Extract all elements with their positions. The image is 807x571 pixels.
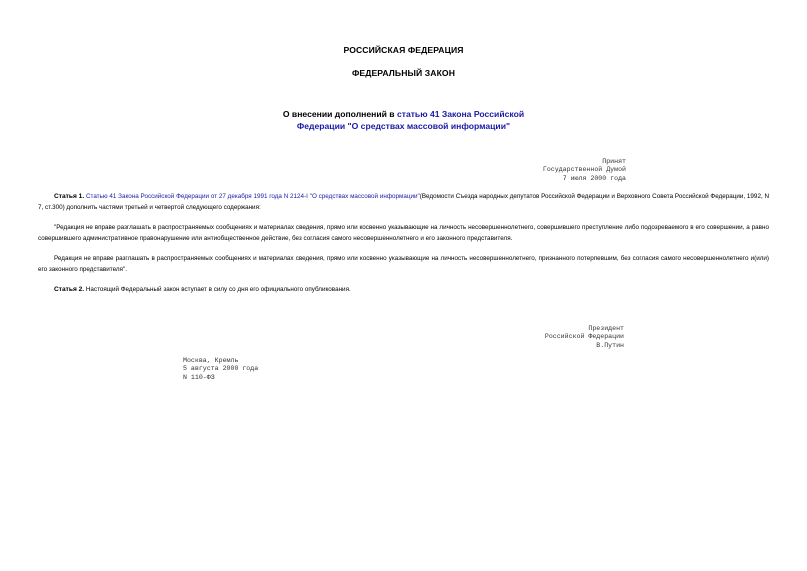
amendment-part-3: "Редакция не вправе разглашать в распространяемых сообщениях и материалах сведения, прямо или косвенно указывающие на личность несовершеннолетнего, совершившего преступление либо подозреваемого в его совершении, а равно совершившего административное правонарушение или антиобщественное действие, без согласия самого несовершеннолетнего и его законного представителя.	[38, 224, 769, 242]
signatory-country: Российской Федерации	[544, 333, 624, 341]
signatory-name: В.Путин	[596, 341, 624, 349]
document-type-heading: ФЕДЕРАЛЬНЫЙ ЗАКОН	[351, 68, 456, 78]
signatory-title: Президент	[588, 325, 624, 332]
adoption-block	[543, 158, 626, 183]
title-text: О внесении дополнений в	[282, 109, 397, 119]
signing-place: Москва, Кремль	[183, 357, 239, 364]
adopted-by: Государственной Думой	[542, 166, 626, 174]
country-heading: РОССИЙСКАЯ ФЕДЕРАЦИЯ	[343, 45, 464, 55]
adopted-date: 7 июля 2000 года	[562, 174, 626, 182]
place-date-block	[183, 357, 258, 382]
article-2-text: Настоящий Федеральный закон вступает в силу со дня его официального опубликования.	[85, 286, 351, 293]
amendment-part-4: Редакция не вправе разглашать в распространяемых сообщениях и материалах сведения, прямо или косвенно указывающие на личность несовершеннолетнего, признанного потерпевшим, без согласия самого несовершеннолетнего и(или) его законного представителя".	[38, 255, 769, 273]
signing-date: 5 августа 2000 года	[183, 365, 259, 373]
adopted-label: Принят	[602, 158, 626, 165]
article-2-label: Статья 2.	[54, 286, 85, 293]
law-number: N 110-ФЗ	[183, 373, 215, 381]
title-link-part2[interactable]: Федерации "О средствах массовой информации"	[296, 121, 511, 131]
article-1-text: (Ведомости Съезда народных депутатов Российской Федерации и Верховного Совета Российской Федерации, 1992, N 7, ст.300) дополнить частями третьей и четвертой следующего содержания:	[38, 193, 770, 211]
title-link-part1[interactable]: статью 41 Закона Российской	[396, 109, 525, 119]
article-2	[38, 284, 769, 295]
article-1-label: Статья 1.	[54, 193, 85, 200]
law-title	[0, 108, 807, 132]
signature-block	[545, 325, 624, 350]
article-1	[38, 191, 769, 213]
article-1-link-title[interactable]: "О средствах массовой информации"	[309, 193, 420, 200]
article-1-link-law[interactable]: Статью 41 Закона Российской Федерации от 27 декабря 1991 года N 2124-I	[85, 193, 308, 200]
